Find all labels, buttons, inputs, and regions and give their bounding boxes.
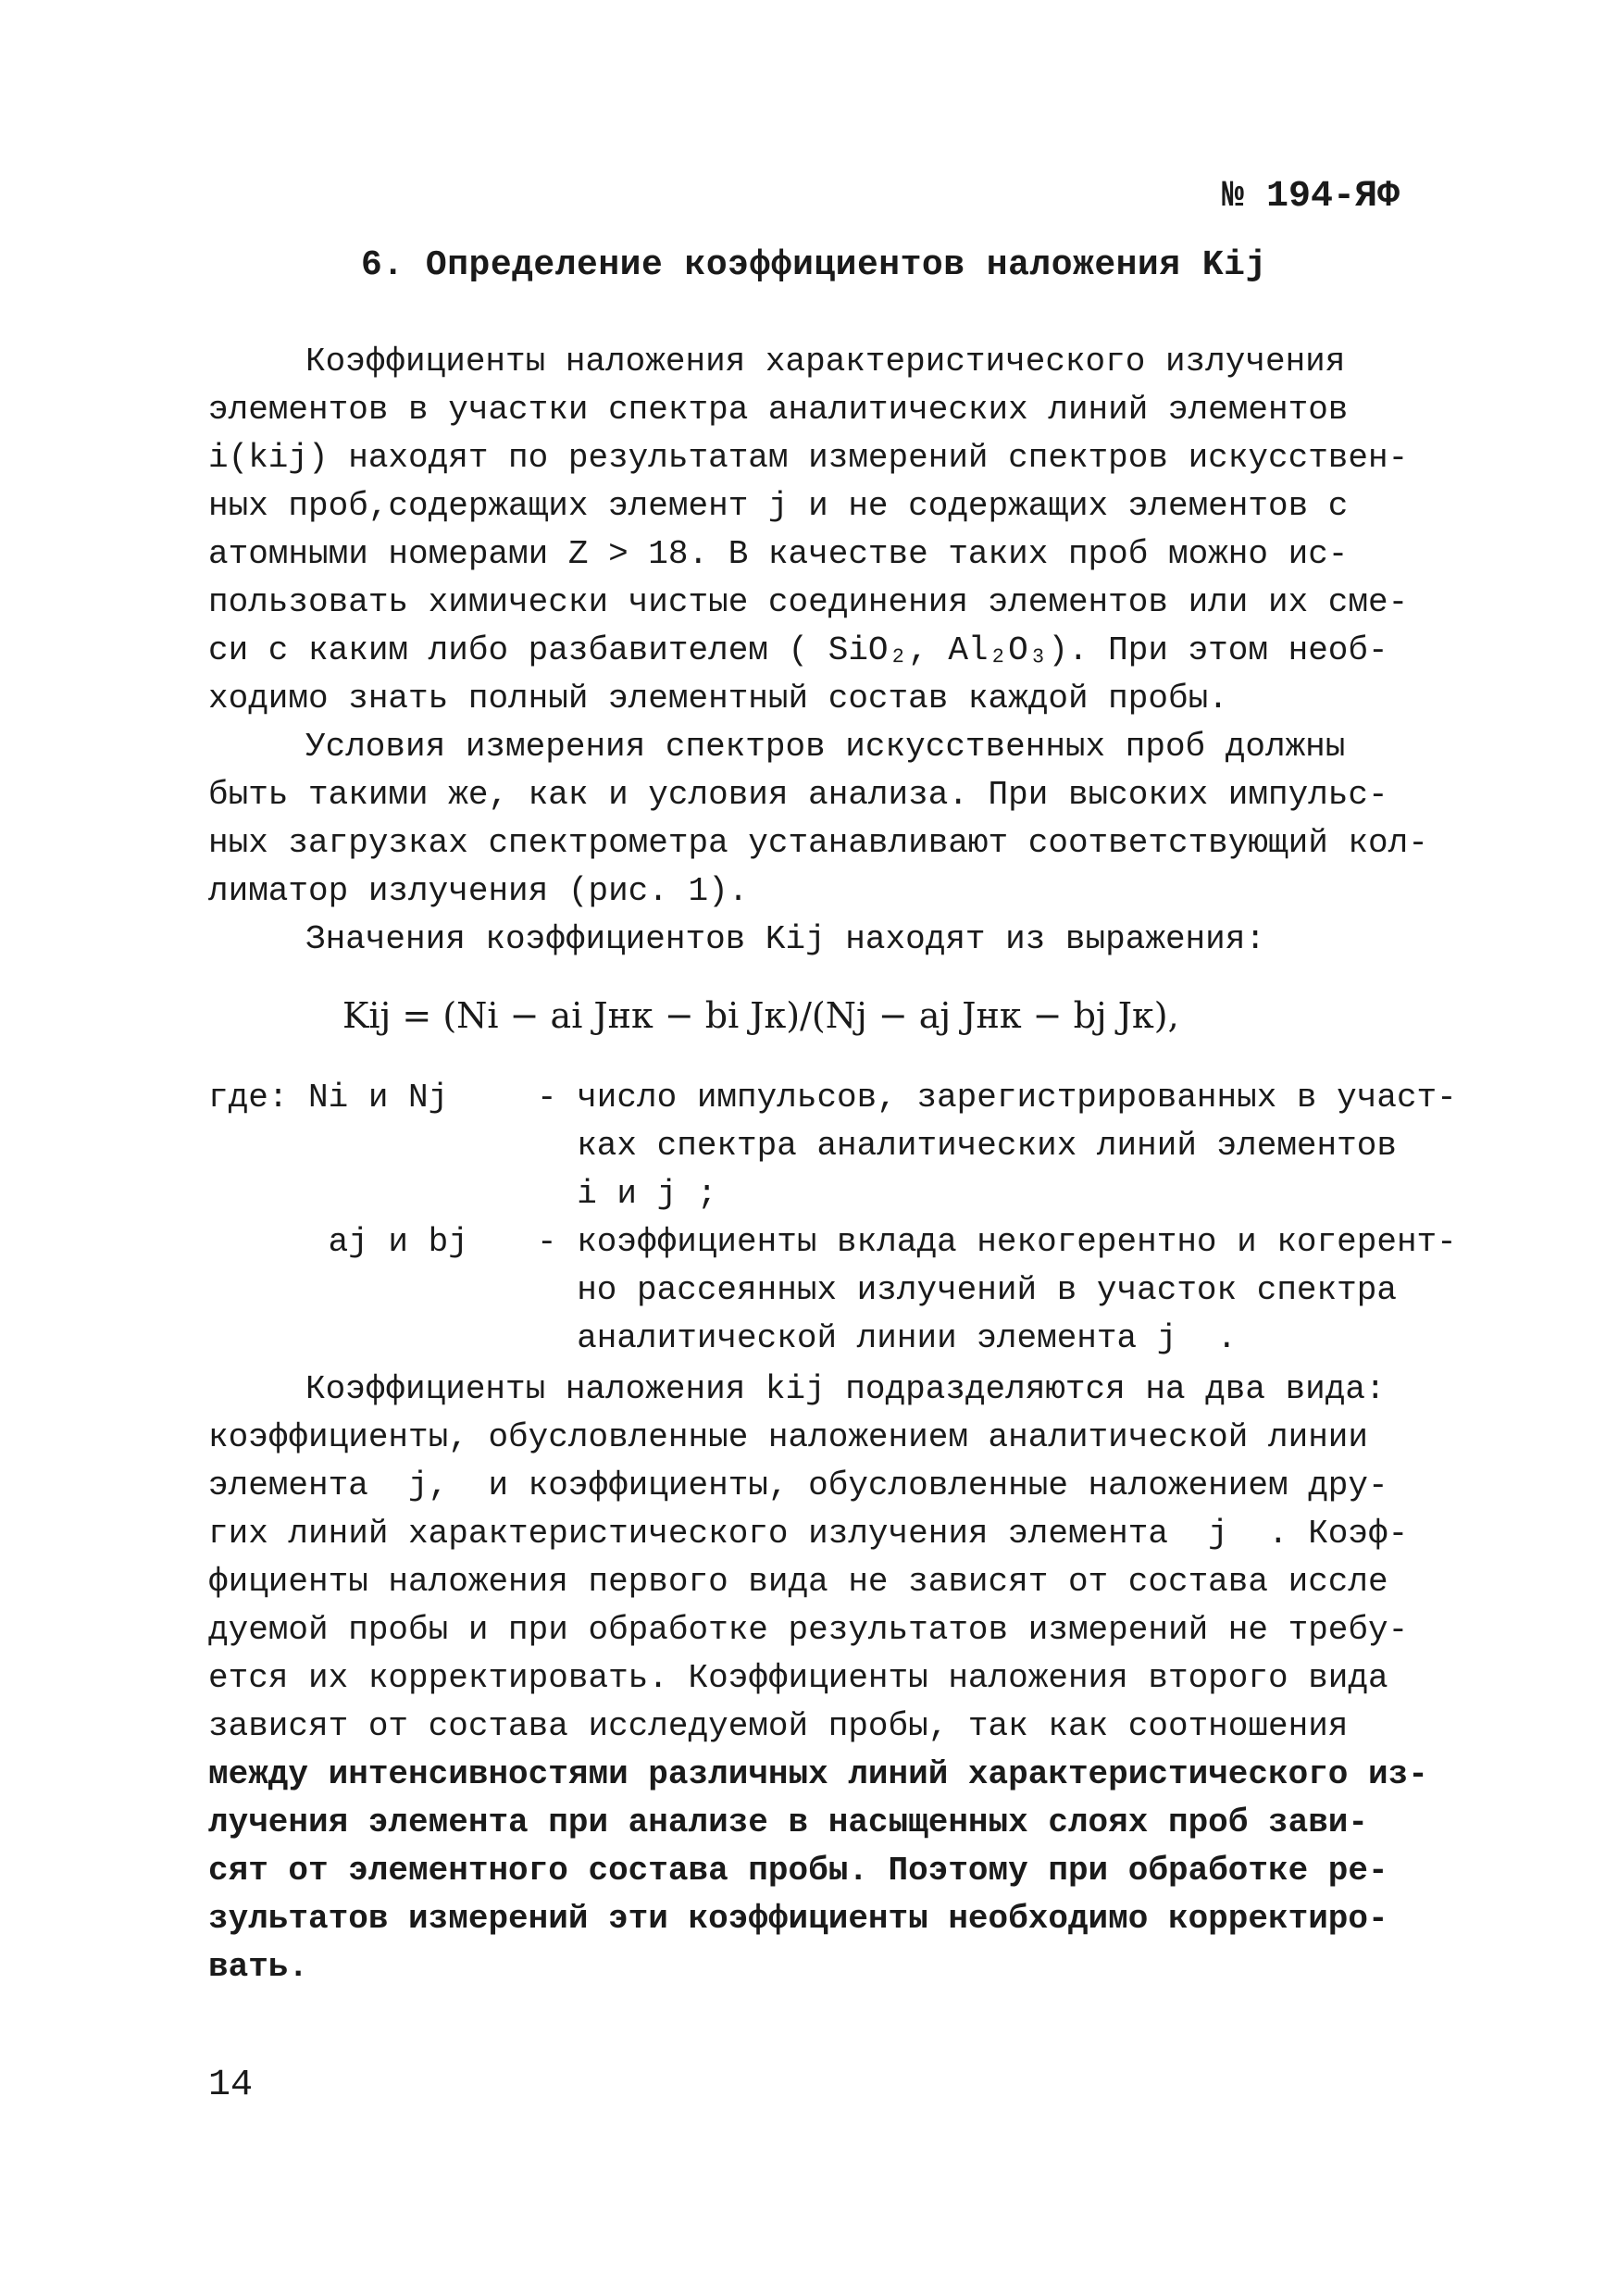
paragraph-line: зультатов измерений эти коэффициенты необходимо корректиро- bbox=[208, 1900, 1388, 1938]
definition-term: где: Ni и Nj bbox=[208, 1079, 449, 1117]
definition-term: aj и bj bbox=[208, 1223, 468, 1261]
paragraph-line: ется их корректировать. Коэффициенты наложения второго вида bbox=[208, 1659, 1388, 1697]
paragraph-line: между интенсивностями различных линий характеристического из- bbox=[208, 1755, 1428, 1793]
definition-line: ках спектра аналитических линий элементов bbox=[537, 1127, 1397, 1165]
formula: Kij = (Ni − ai Jнк − bi Jк)/(Nj − aj Jнк − bj Jк), bbox=[342, 995, 1179, 1036]
paragraph-line: вать. bbox=[208, 1948, 309, 1986]
paragraph-line: си с каким либо разбавителем ( SiO₂, Al₂O₃). При этом необ- bbox=[208, 631, 1388, 669]
paragraph-line: быть такими же, как и условия анализа. При высоких импульс- bbox=[208, 776, 1388, 814]
definition-body bbox=[537, 1074, 1457, 1218]
paragraph-line: элемента j, и коэффициенты, обусловленные наложением дру- bbox=[208, 1466, 1388, 1504]
paragraph-line: Условия измерения спектров искусственных проб должны bbox=[305, 728, 1346, 766]
paragraph-line: атомными номерами Z > 18. В качестве таких проб можно ис- bbox=[208, 535, 1349, 573]
definition-line: i и j ; bbox=[537, 1175, 717, 1213]
paragraph-line: лиматор излучения (рис. 1). bbox=[208, 872, 749, 910]
paragraph-line: пользовать химически чистые соединения элементов или их сме- bbox=[208, 583, 1409, 621]
paragraph-line: лучения элемента при анализе в насыщенных слоях проб зави- bbox=[208, 1803, 1369, 1841]
paragraph-line: Коэффициенты наложения kij подразделяются на два вида: bbox=[305, 1370, 1386, 1408]
paragraph-line: ных проб,содержащих элемент j и не содержащих элементов с bbox=[208, 487, 1349, 525]
paragraph-3 bbox=[208, 916, 1412, 964]
page-number: 14 bbox=[208, 2065, 254, 2106]
paragraph-line: фициенты наложения первого вида не зависят от состава иссле bbox=[208, 1563, 1388, 1601]
paragraph-2 bbox=[208, 723, 1428, 916]
paragraph-line: сят от элементного состава пробы. Поэтому при обработке ре- bbox=[208, 1852, 1388, 1890]
paragraph-line: коэффициенты, обусловленные наложением аналитической линии bbox=[208, 1418, 1369, 1456]
paragraph-line: Значения коэффициентов Kij находят из выражения: bbox=[305, 920, 1265, 958]
paragraph-1 bbox=[208, 338, 1412, 723]
paragraph-line: ходимо знать полный элементный состав каждой пробы. bbox=[208, 680, 1228, 718]
paragraph-line: i(kij) находят по результатам измерений спектров искусствен- bbox=[208, 439, 1409, 477]
paragraph-4 bbox=[208, 1366, 1428, 1991]
definition-item bbox=[208, 1218, 1457, 1363]
definition-line: но рассеянных излучений в участок спектра bbox=[537, 1271, 1397, 1309]
paragraph-line: зависят от состава исследуемой пробы, так как соотношения bbox=[208, 1707, 1349, 1745]
definitions-list bbox=[208, 1074, 1457, 1363]
definition-line: аналитической линии элемента j . bbox=[537, 1319, 1238, 1357]
paragraph-line: Коэффициенты наложения характеристического излучения bbox=[305, 343, 1346, 381]
definition-item bbox=[208, 1074, 1457, 1218]
paragraph-line: дуемой пробы и при обработке результатов измерений не требу- bbox=[208, 1611, 1409, 1649]
paragraph-line: элементов в участки спектра аналитических линий элементов bbox=[208, 391, 1349, 429]
paragraph-line: ных загрузках спектрометра устанавливают соответствующий кол- bbox=[208, 824, 1428, 862]
definition-body bbox=[537, 1218, 1457, 1363]
definition-line: - коэффициенты вклада некогерентно и когерент- bbox=[537, 1223, 1457, 1261]
section-title: 6. Определение коэффициентов наложения Kij bbox=[361, 245, 1267, 285]
paragraph-line: гих линий характеристического излучения элемента j . Коэф- bbox=[208, 1515, 1409, 1553]
document-number: № 194-ЯФ bbox=[1222, 176, 1400, 218]
definition-line: - число импульсов, зарегистрированных в участ- bbox=[537, 1079, 1457, 1117]
